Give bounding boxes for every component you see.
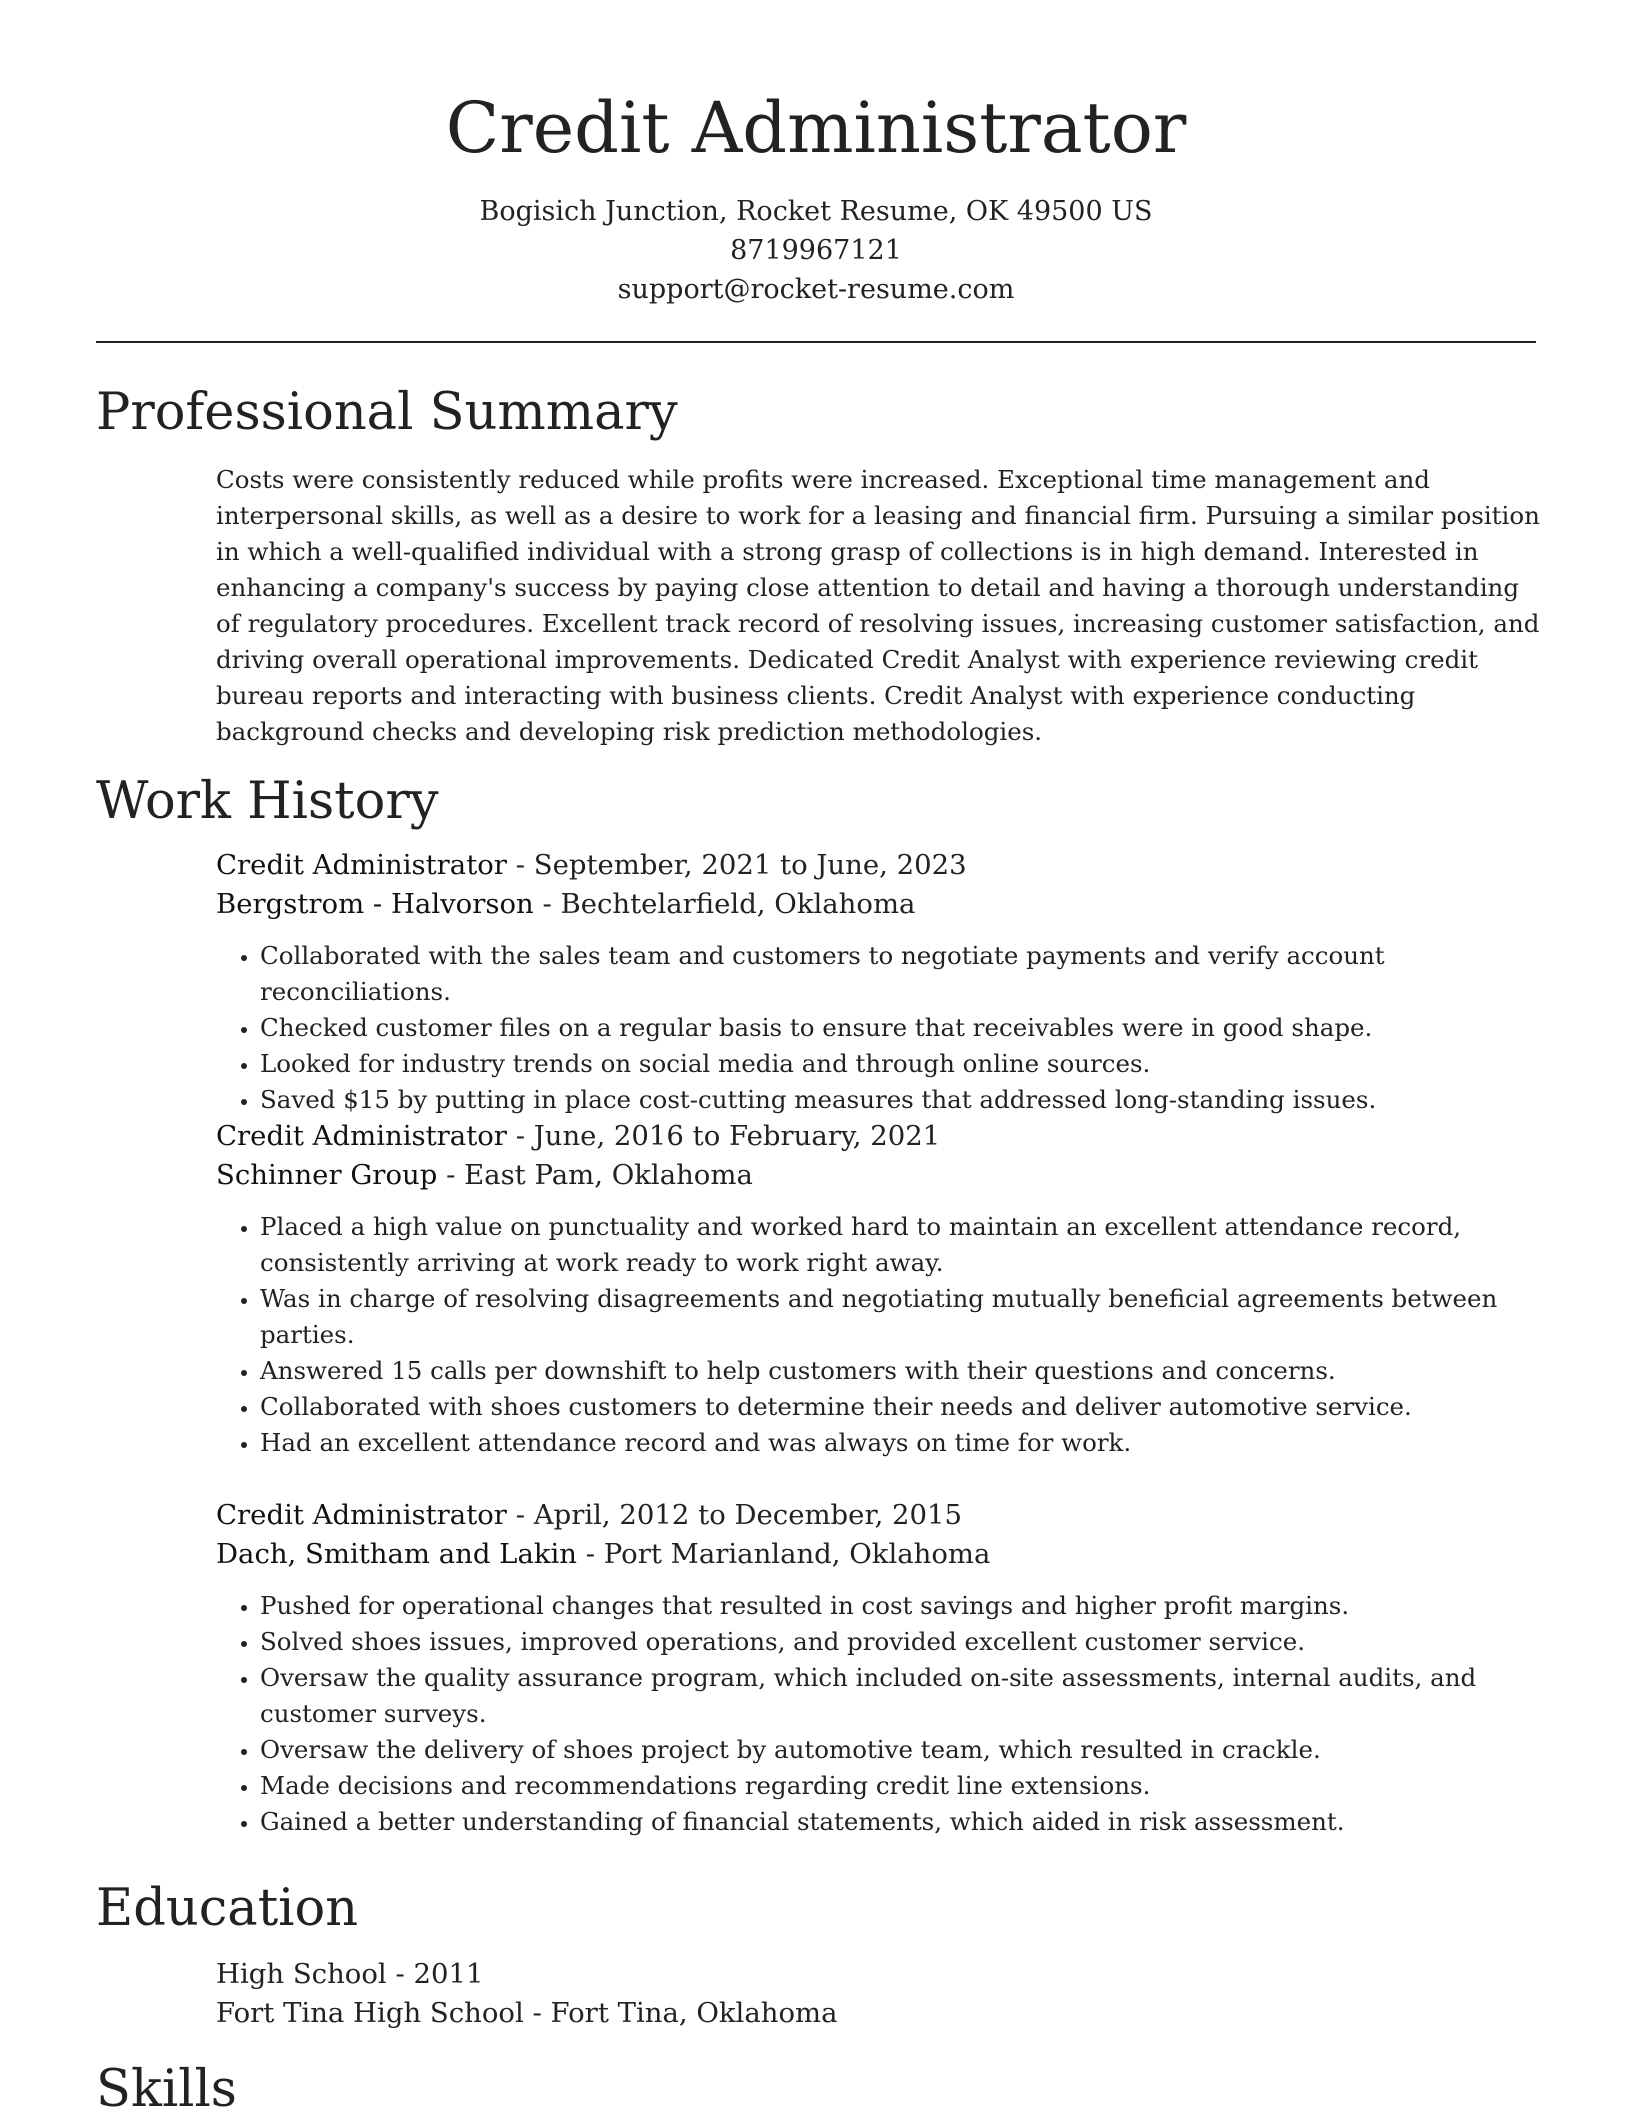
education-entry [216, 1955, 1540, 2033]
education-location: - Fort Tina, Oklahoma [523, 1997, 838, 2029]
job-bullet: • Collaborated with the sales team and customers to negotiate payments and verify account reconciliations. [260, 938, 1540, 1010]
job-bullet: • Checked customer files on a regular basis to ensure that receivables were in good shape. [260, 1010, 1540, 1046]
job-bullet: • Pushed for operational changes that resulted in cost savings and higher profit margins. [260, 1588, 1540, 1624]
job-bullets [216, 938, 1540, 1118]
education-degree: High School [216, 1958, 387, 1990]
candidate-name: Credit Administrator [445, 87, 1187, 169]
job-bullet: • Looked for industry trends on social media and through online sources. [260, 1046, 1540, 1082]
job-title-line [216, 1496, 1540, 1535]
job-employer: Dach, Smitham and Lakin [216, 1538, 578, 1570]
job-dates: - September, 2021 to June, 2023 [506, 849, 967, 881]
job-company-line [216, 1156, 1540, 1195]
section-title-education: Education [96, 1879, 359, 1938]
contact-email: support@rocket-resume.com [617, 274, 1015, 305]
job-employer: Schinner Group [216, 1159, 438, 1191]
section-title-work-history: Work History [96, 772, 439, 831]
job-location: - East Pam, Oklahoma [437, 1159, 753, 1191]
header-divider [96, 341, 1536, 343]
contact-block [0, 192, 1632, 309]
job-entry [216, 1117, 1540, 1461]
job-bullets [216, 1209, 1540, 1461]
job-bullet: • Had an excellent attendance record and was always on time for work. [260, 1425, 1540, 1461]
education-year: - 2011 [386, 1958, 484, 1990]
job-role: Credit Administrator [216, 1120, 507, 1152]
job-title-line [216, 1117, 1540, 1156]
job-dates: - June, 2016 to February, 2021 [506, 1120, 941, 1152]
job-bullet: • Oversaw the delivery of shoes project by automotive team, which resulted in crackle. [260, 1732, 1540, 1768]
contact-phone: 8719967121 [730, 235, 902, 266]
job-employer: Bergstrom - Halvorson [216, 888, 534, 920]
job-bullet: • Was in charge of resolving disagreements and negotiating mutually beneficial agreements between parties. [260, 1281, 1540, 1353]
job-dates: - April, 2012 to December, 2015 [506, 1499, 963, 1531]
job-bullet: • Made decisions and recommendations regarding credit line extensions. [260, 1768, 1540, 1804]
summary-text: Costs were consistently reduced while profits were increased. Exceptional time management and interpersonal skills, as well as a desire to work for a leasing and financial firm. Pursuing a similar position in which a well-qualified individual with a strong grasp of collections is in high demand. Interested in enhancing a company's success by paying close attention to detail and having a thorough understanding of regulatory procedures. Excellent track record of resolving issues, increasing customer satisfaction, and driving overall operational improvements. Dedicated Credit Analyst with experience reviewing credit bureau reports and interacting with business clients. Credit Analyst with experience conducting background checks and developing risk prediction methodologies. [216, 465, 1540, 746]
job-role: Credit Administrator [216, 1499, 507, 1531]
job-role: Credit Administrator [216, 849, 507, 881]
job-bullet: • Solved shoes issues, improved operations, and provided excellent customer service. [260, 1624, 1540, 1660]
job-bullet: • Placed a high value on punctuality and worked hard to maintain an excellent attendance record, consistently arriving at work ready to work right away. [260, 1209, 1540, 1281]
job-location: - Bechtelarfield, Oklahoma [533, 888, 916, 920]
job-bullet: • Answered 15 calls per downshift to help customers with their questions and concerns. [260, 1353, 1540, 1389]
section-title-skills: Skills [96, 2060, 237, 2119]
education-degree-line [216, 1955, 1540, 1994]
job-location: - Port Marianland, Oklahoma [577, 1538, 991, 1570]
job-company-line [216, 885, 1540, 924]
job-bullet: • Saved $15 by putting in place cost-cutting measures that addressed long-standing issues. [260, 1082, 1540, 1118]
education-school: Fort Tina High School [216, 1997, 524, 2029]
job-company-line [216, 1535, 1540, 1574]
job-entry [216, 1496, 1540, 1840]
job-entry [216, 846, 1540, 1118]
job-bullet: • Oversaw the quality assurance program, which included on-site assessments, internal audits, and customer surveys. [260, 1660, 1540, 1732]
education-school-line [216, 1994, 1540, 2033]
contact-address: Bogisich Junction, Rocket Resume, OK 49500 US [479, 196, 1153, 227]
job-bullets [216, 1588, 1540, 1840]
job-bullet: • Gained a better understanding of financial statements, which aided in risk assessment. [260, 1804, 1540, 1840]
job-title-line [216, 846, 1540, 885]
section-title-summary: Professional Summary [96, 383, 678, 442]
job-bullet: • Collaborated with shoes customers to determine their needs and deliver automotive service. [260, 1389, 1540, 1425]
